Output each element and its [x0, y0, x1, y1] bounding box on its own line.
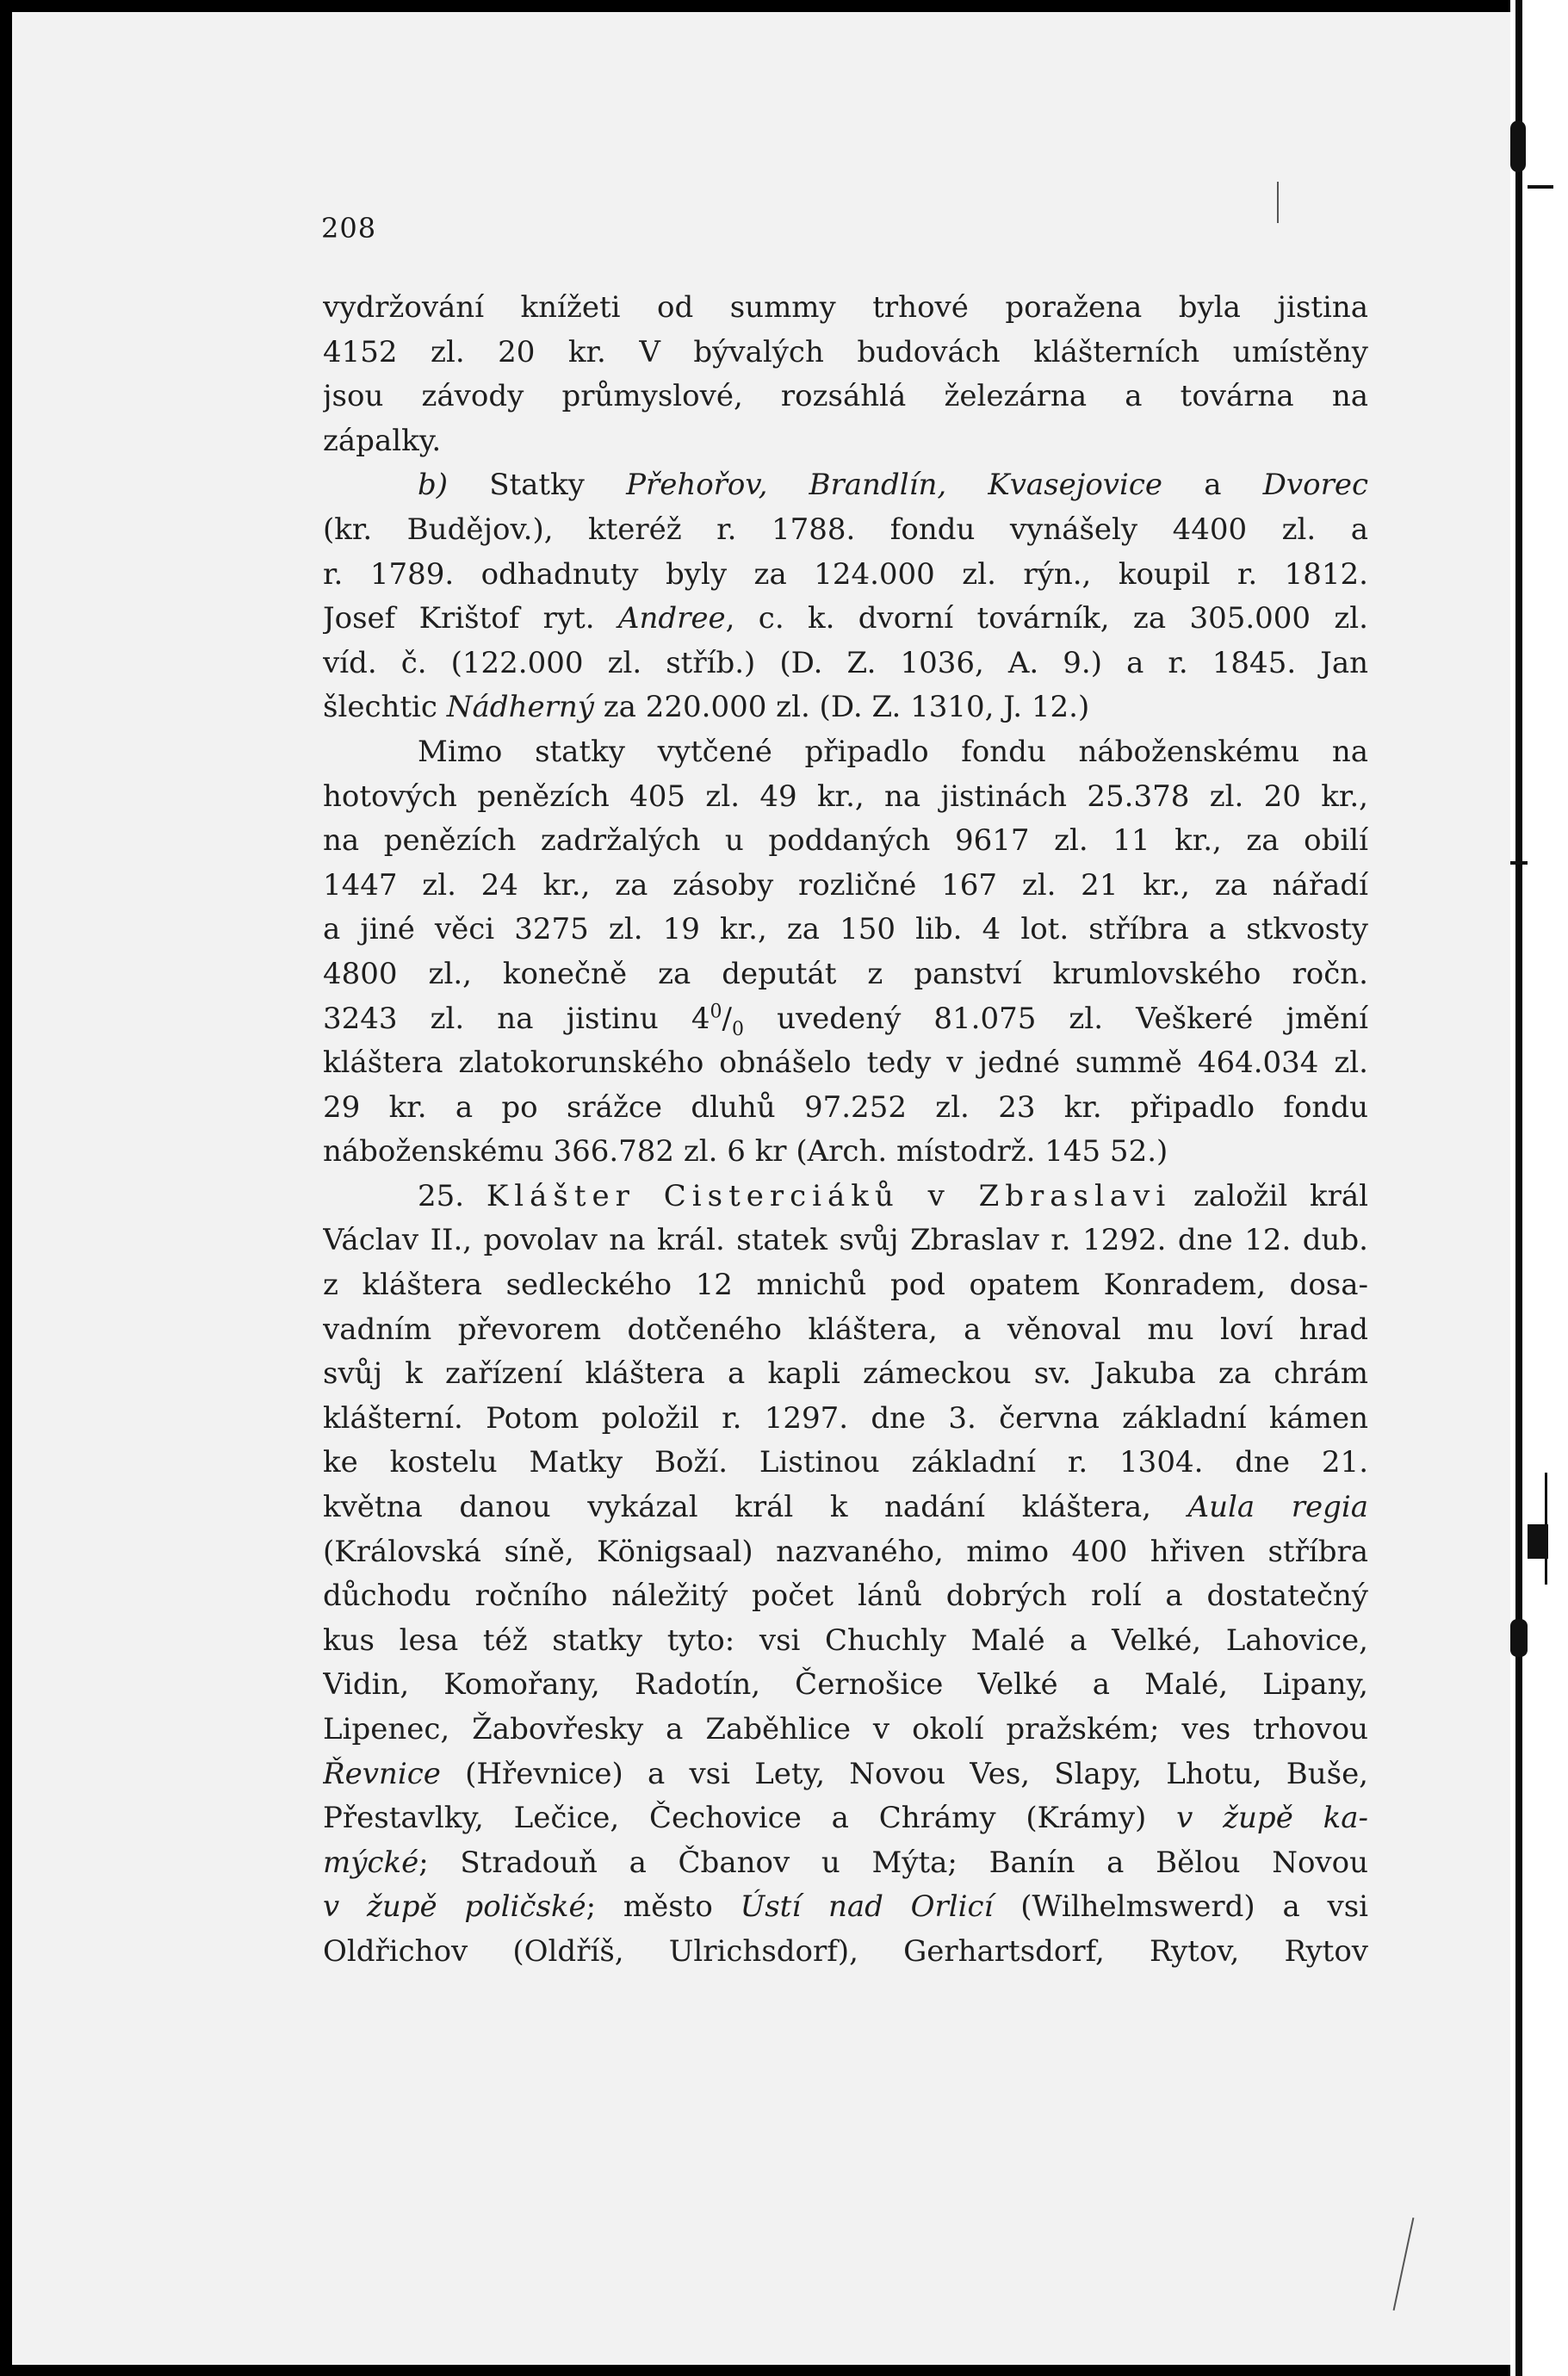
- section-number: 25.: [418, 1178, 487, 1213]
- text-line: [323, 1175, 1368, 1219]
- text-span: založil král: [1171, 1178, 1368, 1213]
- scan-mark: [1510, 121, 1526, 172]
- text-span: šlechtic: [323, 690, 447, 725]
- section-heading: Klášter Cisterciáků v Zbraslavi: [486, 1178, 1172, 1213]
- region-name: mýcké: [323, 1845, 419, 1880]
- text-line: Vidin, Komořany, Radotín, Černošice Velké a Malé, Lipany,: [323, 1667, 1368, 1703]
- person-name: Andree: [617, 601, 726, 636]
- text-line: kus lesa též statky tyto: vsi Chuchly Malé a Velké, Lahovice,: [323, 1622, 1368, 1658]
- percent-sub: 0: [731, 1018, 744, 1040]
- text-line: [323, 1841, 1368, 1886]
- place-name: Dvorec: [1262, 468, 1368, 503]
- body-text: [323, 286, 1368, 1975]
- text-span: Josef Krištof ryt.: [323, 601, 618, 636]
- text-span: (Hřevnice) a vsi Lety, Novou Ves, Slapy, Lhotu, Buše,: [440, 1756, 1368, 1791]
- text-line: vadním převorem dotčeného kláštera, a věnoval mu loví hrad: [323, 1312, 1368, 1347]
- scan-mark: [1528, 185, 1553, 189]
- text-line: [323, 997, 1368, 1042]
- place-names: Přehořov, Brandlín, Kvasejovice: [626, 468, 1163, 503]
- text-line: jsou závody průmyslové, rozsáhlá železárna a továrna na: [323, 379, 1368, 414]
- text-line: [323, 686, 1368, 730]
- percent-slash: /: [722, 1001, 732, 1036]
- text-span: , c. k. dvorní továrník, za 305.000 zl.: [725, 601, 1368, 636]
- text-span: za 220.000 zl. (D. Z. 1310, J. 12.): [593, 690, 1090, 725]
- text-line: 4152 zl. 20 kr. V bývalých budovách klášterních umístěny: [323, 334, 1368, 369]
- text-line: klášterní. Potom položil r. 1297. dne 3. června základní kámen: [323, 1400, 1368, 1436]
- text-line: Václav II., povolav na král. statek svůj Zbraslav r. 1292. dne 12. dub.: [323, 1223, 1368, 1258]
- text-span: a: [1162, 468, 1263, 503]
- page-number: 208: [321, 212, 377, 245]
- text-span: (Wilhelmswerd) a vsi: [993, 1889, 1368, 1925]
- scan-mark: [1510, 861, 1528, 865]
- text-line: [323, 1885, 1368, 1930]
- text-line: z kláštera sedleckého 12 mnichů pod opatem Konradem, dosa-: [323, 1268, 1368, 1303]
- text-line: Oldřichov (Oldříš, Ulrichsdorf), Gerhartsdorf, Rytov, Rytov: [323, 1933, 1368, 1969]
- text-line: zápalky.: [323, 423, 442, 458]
- scan-mark: [1510, 1619, 1528, 1657]
- text-line: 1447 zl. 24 kr., za zásoby rozličné 167 zl. 21 kr., za nářadí: [323, 867, 1368, 903]
- text-span: ; město: [586, 1889, 741, 1925]
- text-line: 29 kr. a po srážce dluhů 97.252 zl. 23 kr. připadlo fondu: [323, 1089, 1368, 1125]
- text-line: (kr. Budějov.), kteréž r. 1788. fondu vynášely 4400 zl. a: [323, 512, 1368, 547]
- text-span: Přestavlky, Lečice, Čechovice a Chrámy (Krámy): [323, 1801, 1177, 1836]
- person-name: Nádherný: [446, 690, 594, 725]
- scan-edge-bar: [1515, 0, 1522, 2376]
- text-line: víd. č. (122.000 zl. stříb.) (D. Z. 1036, A. 9.) a r. 1845. Jan: [323, 645, 1368, 680]
- text-line: kláštera zlatokorunského obnášelo tedy v jedné summě 464.034 zl.: [323, 1045, 1368, 1081]
- region-name: v župě ka-: [1176, 1801, 1368, 1836]
- text-line: Mimo statky vytčené připadlo fondu náboženskému na: [418, 734, 1368, 769]
- scan-edge: [1510, 0, 1568, 2376]
- text-line: svůj k zařízení kláštera a kapli zámeckou sv. Jakuba za chrám: [323, 1356, 1368, 1392]
- text-line: vydržování knížeti od summy trhové poražena byla jistina: [323, 290, 1368, 325]
- text-span: ; Stradouň a Čbanov u Mýta; Banín a Bělou Novou: [418, 1845, 1368, 1880]
- list-marker: b): [418, 468, 449, 503]
- latin-name: Aula regia: [1187, 1490, 1368, 1525]
- text-line: Lipenec, Žabovřesky a Zaběhlice v okolí pražském; ves trhovou: [323, 1712, 1368, 1746]
- town-name: Ústí nad Orlicí: [740, 1889, 994, 1925]
- text-line: r. 1789. odhadnuty byly za 124.000 zl. rýn., koupil r. 1812.: [323, 556, 1368, 592]
- text-span: uvedený 81.075 zl. Veškeré jmění: [743, 1001, 1368, 1036]
- text-line: hotových penězích 405 zl. 49 kr., na jistinách 25.378 zl. 20 kr.,: [323, 779, 1368, 814]
- text-span: Statky: [448, 468, 627, 503]
- text-line: [323, 1486, 1368, 1530]
- text-line: [323, 597, 1368, 642]
- text-line: důchodu ročního náležitý počet lánů dobrých rolí a dostatečný: [323, 1579, 1368, 1614]
- scan-mark: [1393, 2218, 1415, 2311]
- text-line: na penězích zadržalých u poddaných 9617 zl. 11 kr., za obilí: [323, 823, 1368, 859]
- book-page: [12, 12, 1510, 2365]
- scan-mark: [1545, 1473, 1547, 1585]
- text-line: (Královská síně, Königsaal) nazvaného, mimo 400 hřiven stříbra: [323, 1534, 1368, 1569]
- text-line: 4800 zl., konečně za deputát z panství krumlovského ročn.: [323, 956, 1368, 991]
- percent-sup: 0: [710, 1001, 722, 1023]
- text-line: ke kostelu Matky Boží. Listinou základní r. 1304. dne 21.: [323, 1445, 1368, 1480]
- region-name: v župě poličské: [323, 1889, 586, 1925]
- text-line: náboženskému 366.782 zl. 6 kr (Arch. místodrž. 145 52.): [323, 1134, 1168, 1169]
- place-name: Řevnice: [323, 1756, 441, 1791]
- text-span: 3243 zl. na jistinu 4: [323, 1001, 710, 1036]
- text-line: [323, 1796, 1368, 1841]
- scan-mark: [1277, 182, 1279, 223]
- text-line: [323, 1753, 1368, 1797]
- text-line: [323, 463, 1368, 508]
- text-span: května danou vykázal král k nadání kláštera,: [323, 1490, 1188, 1525]
- text-line: a jiné věci 3275 zl. 19 kr., za 150 lib. 4 lot. stříbra a stkvosty: [323, 912, 1368, 947]
